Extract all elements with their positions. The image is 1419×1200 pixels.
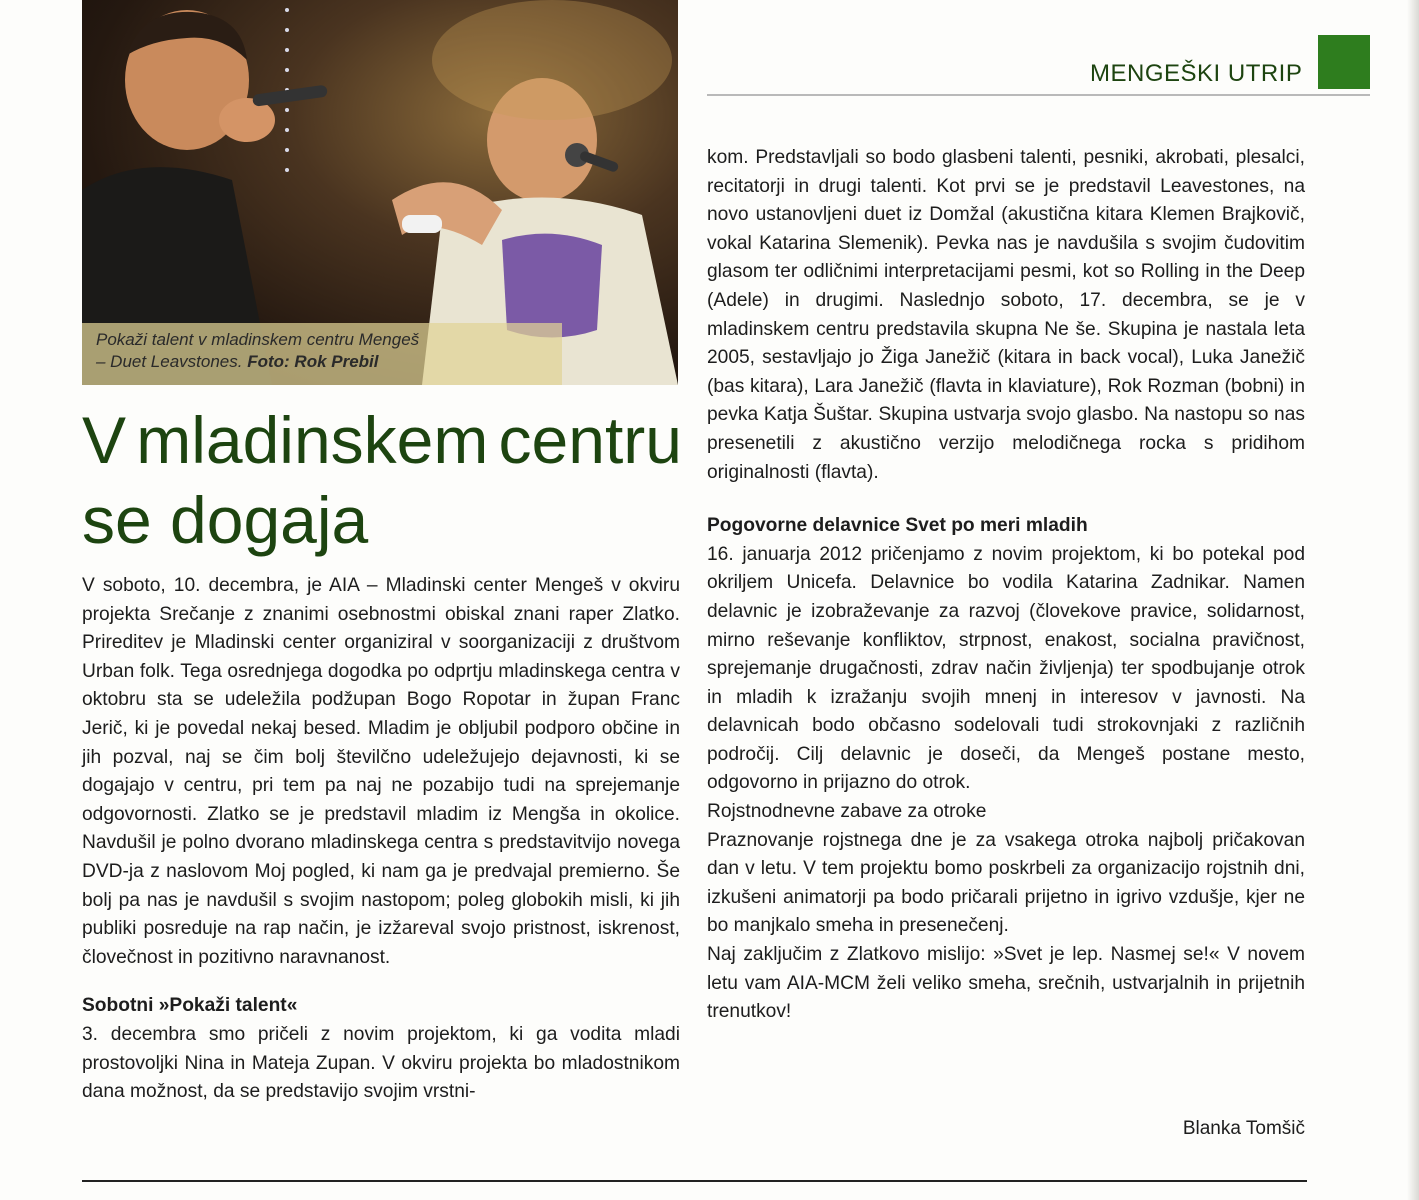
title-word-1: V [82, 403, 127, 477]
photo-caption [82, 323, 562, 385]
section-label: MENGEŠKI UTRIP [1090, 60, 1303, 87]
left-column [82, 572, 680, 1107]
caption-line-2-text: – Duet Leavstones. [96, 352, 243, 371]
left-paragraph-2: 3. decembra smo pričeli z novim projektom, ki ga vodita mladi prostovoljki Nina in Mateja Zupan. V okviru projekta bo mladostnikom dana možnost, da se predstavijo svojim vrstni- [82, 1023, 680, 1103]
title-word-2: mladinskem [136, 403, 489, 477]
right-paragraph-2: 16. januarja 2012 pričenjamo z novim projektom, ki bo potekal pod okriljem Unicefa. Delavnice bo vodila Katarina Zadnikar. Namen delavnic je izobraževanje za razvoj (človekove pravice, solidarnost, mirno reševanje konfliktov, strpnost, enakost, socialna pravičnost, sprejemanje drugačnosti, zdrav način življenja) ter spodbujanje otrok in mladih k izražanju svojih mnenj in interesov v javnosti. Na delavnicah bodo občasno sodelovali tudi strokovnjaki z različnih področij. Cilj delavnic je doseči, da Mengeš postane mesto, odgovorno in prijazno do otrok. [707, 543, 1305, 794]
page-edge-shadow [1407, 0, 1419, 1200]
header-rule [707, 94, 1370, 96]
title-word-3: centru [498, 403, 682, 477]
section-color-tab [1318, 35, 1370, 89]
article-author: Blanka Tomšič [1182, 1118, 1305, 1139]
footer-rule [82, 1180, 1307, 1182]
title-line-1 [82, 400, 682, 480]
caption-line-2 [96, 351, 562, 373]
subhead-pokazi-talent: Sobotni »Pokaži talent« [82, 995, 298, 1017]
article-title [82, 400, 682, 560]
subhead-delavnice: Pogovorne delavnice Svet po meri mladih [707, 515, 1088, 537]
title-line-2: se dogaja [82, 483, 369, 557]
left-paragraph-1: V soboto, 10. decembra, je AIA – Mladinski center Mengeš v okviru projekta Srečanje z znanimi osebnostmi obiskal znani raper Zlatko. Prireditev je Mladinski center organiziral v soorganizaciji z društvom Urban folk. Tega osrednjega dogodka po odprtju mladinskega centra v oktobru sta se udeležila podžupan Bogo Ropotar in župan Franc Jerič, ki je povedal nekaj besed. Mladim je obljubil podporo občine in jih pozval, naj se čim bolj številčno udeležujejo dejavnosti, ki se dogajajo v centru, pri tem pa naj ne pozabijo tudi na sprejemanje odgovornosti. Zlatko se je predstavil mladim iz Mengša in okolice. Navdušil je polno dvorano mladinskega centra s predstavitvijo novega DVD-ja z naslovom Moj pogled, ki nam ga je predvajal premierno. Še bolj pa nas je navdušil s svojim nastopom; poleg globokih misli, ki jih publiki posreduje na rap način, je izžareval svojo pristnost, iskrenost, človečnost in pozitivno naravnanost. [82, 575, 680, 968]
photo-credit: Foto: Rok Prebil [247, 352, 379, 371]
caption-line-1: Pokaži talent v mladinskem centru Mengeš [96, 330, 420, 349]
article-photo [82, 0, 678, 385]
right-paragraph-3: Praznovanje rojstnega dne je za vsakega otroka najbolj pričakovan dan v letu. V tem projektu bomo poskrbeli za organizacijo rojstnih dni, izkušeni animatorji pa bodo pričarali prijetno in igrivo vzdušje, kjer ne bo manjkalo smeha in presenečenj. [707, 829, 1305, 937]
right-paragraph-4: Naj zaključim z Zlatkovo mislijo: »Svet je lep. Nasmej se!« V novem letu vam AIA-MCM želi veliko smeha, srečnih, ustvarjalnih in prijetnih trenutkov! [707, 944, 1305, 1023]
subhead-rojstnodnevne: Rojstnodnevne zabave za otroke [707, 801, 987, 823]
right-paragraph-1: kom. Predstavljali so bodo glasbeni talenti, pesniki, akrobati, plesalci, recitatorji in drugi talenti. Kot prvi se je predstavil Leavestones, na novo ustanovljeni duet iz Domžal (akustična kitara Klemen Brajkovič, vokal Katarina Slemenik). Pevka nas je navdušila s svojim čudovitim glasom ter odličnimi interpretacijami pesmi, kot so Rolling in the Deep (Adele) in drugimi. Naslednjo soboto, 17. decembra, se je v mladinskem centru predstavila skupna Ne še. Skupina je nastala leta 2005, sestavljajo jo Žiga Janežič (kitara in back vocal), Luka Janežič (bas kitara), Lara Janežič (flavta in klaviature), Rok Rozman (bobni) in pevka Katja Šuštar. Skupina ustvarja svojo glasbo. Na nastopu so nas presenetili z akustično verzijo melodičnega rocka s pridihom originalnosti (flavta). [707, 147, 1305, 483]
right-column [707, 144, 1305, 1027]
